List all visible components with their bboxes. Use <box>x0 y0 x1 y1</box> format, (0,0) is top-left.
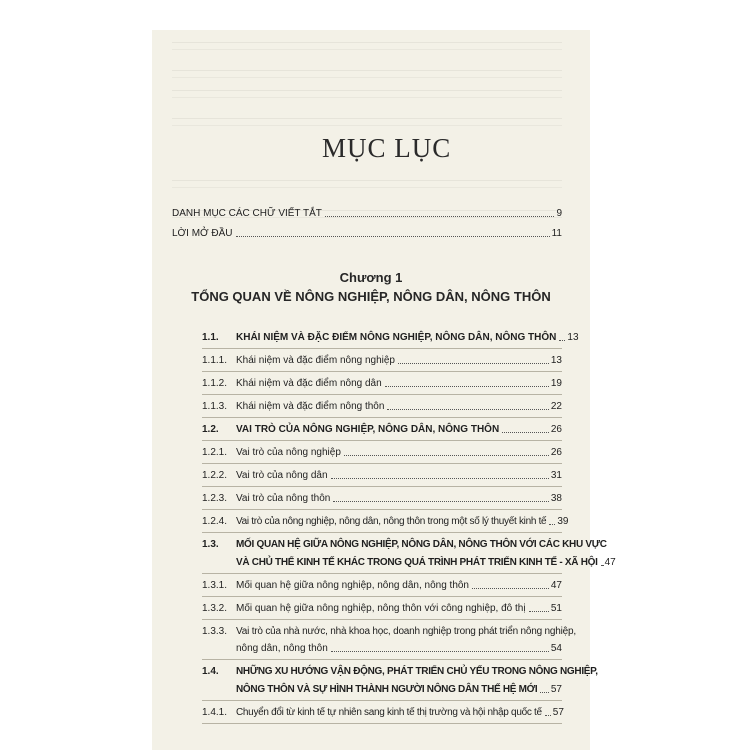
toc-section[interactable] <box>202 326 579 344</box>
toc-entry-page: 13 <box>567 332 579 343</box>
toc-section-number: 1.3. <box>202 539 219 550</box>
toc-subsection[interactable] <box>202 597 562 615</box>
page-title: MỤC LỤC <box>322 133 452 163</box>
toc-section-number: 1.2. <box>202 424 219 435</box>
toc-subsection-number: 1.3.2. <box>202 603 228 614</box>
toc-subsection-label: Khái niệm và đặc điểm nông thôn <box>236 401 385 412</box>
toc-entry-page: 39 <box>557 516 569 527</box>
toc-entry-page: 26 <box>550 424 562 435</box>
toc-subsection[interactable] <box>202 510 569 528</box>
toc-entry-page: 57 <box>552 707 564 718</box>
leader-dots <box>331 651 549 652</box>
toc-entry-label: DANH MỤC CÁC CHỮ VIẾT TẮT <box>172 208 322 219</box>
toc-entry-page: 13 <box>550 355 562 366</box>
toc-entry-page: 31 <box>550 470 562 481</box>
show-through-text <box>172 90 562 98</box>
toc-subsection[interactable] <box>202 701 562 719</box>
toc-entry-page: 11 <box>551 228 562 239</box>
toc-entry-label: LỜI MỞ ĐẦU <box>172 228 233 239</box>
chapter-number: Chương 1 <box>339 270 403 285</box>
toc-subsection-label: Vai trò của nông nghiệp, nông dân, nông thôn trong một số lý thuyết kinh tế <box>236 516 547 527</box>
toc-subsection-label: Vai trò của nông nghiệp <box>236 447 341 458</box>
toc-subsection-number: 1.2.3. <box>202 493 228 504</box>
toc-subsection-number: 1.2.2. <box>202 470 228 481</box>
toc-subsection-label: Mối quan hệ giữa nông nghiệp, nông thôn với công nghiệp, đô thị <box>236 603 526 614</box>
toc-subsection-number: 1.1.1. <box>202 355 228 366</box>
show-through-text <box>172 70 562 78</box>
toc-subsection-number: 1.2.1. <box>202 447 228 458</box>
toc-subsection-number: 1.3.3. <box>202 626 228 637</box>
leader-dots <box>601 565 603 566</box>
toc-entry-page: 26 <box>550 447 562 458</box>
toc-subsection[interactable] <box>202 464 562 482</box>
toc-subsection-label: Vai trò của nông dân <box>236 470 328 481</box>
toc-subsection-number: 1.3.1. <box>202 580 228 591</box>
toc-subsection-label: Vai trò của nhà nước, nhà khoa học, doanh nghiệp trong phát triển nông nghiệp, <box>236 626 576 637</box>
toc-section-continued[interactable] <box>202 678 562 696</box>
toc-subsection-label: Vai trò của nông thôn <box>236 493 331 504</box>
toc-entry[interactable] <box>172 202 562 220</box>
toc-subsection[interactable] <box>202 395 562 413</box>
toc-section-label-line2: VÀ CHỦ THỂ KINH TẾ KHÁC TRONG QUÁ TRÌNH PHÁT TRIỂN KINH TẾ - XÃ HỘI <box>236 557 598 568</box>
toc-entry-page: 47 <box>550 580 562 591</box>
toc-subsection-number: 1.1.2. <box>202 378 228 389</box>
leader-dots <box>236 236 550 237</box>
leader-dots <box>398 363 549 364</box>
toc-entry-page: 54 <box>550 643 562 654</box>
toc-entry[interactable] <box>172 222 562 240</box>
leader-dots <box>540 692 548 693</box>
leader-dots <box>325 216 555 217</box>
toc-entry-page: 47 <box>604 557 616 568</box>
toc-subsection[interactable] <box>202 372 562 390</box>
toc-section-number: 1.1. <box>202 332 219 343</box>
toc-section[interactable] <box>202 418 562 436</box>
leader-dots <box>502 432 549 433</box>
leader-dots <box>331 478 549 479</box>
toc-subsection[interactable] <box>202 349 562 367</box>
book-page <box>152 30 616 750</box>
toc-section[interactable] <box>202 533 607 551</box>
leader-dots <box>385 386 549 387</box>
toc-subsection[interactable] <box>202 487 562 505</box>
toc-section-label: NHỮNG XU HƯỚNG VẬN ĐỘNG, PHÁT TRIỂN CHỦ YẾU TRONG NÔNG NGHIỆP, <box>236 666 598 677</box>
toc-subsection-label: Khái niệm và đặc điểm nông nghiệp <box>236 355 395 366</box>
leader-dots <box>387 409 548 410</box>
leader-dots <box>344 455 549 456</box>
toc-entry-page: 51 <box>550 603 562 614</box>
toc-subsection-label: Mối quan hệ giữa nông nghiệp, nông dân, nông thôn <box>236 580 469 591</box>
toc-entry-page: 22 <box>550 401 562 412</box>
leader-dots <box>472 588 549 589</box>
toc-section-number: 1.4. <box>202 666 219 677</box>
leader-dots <box>559 340 565 341</box>
toc-subsection-continued[interactable] <box>202 637 562 655</box>
show-through-text <box>172 118 562 126</box>
toc-section-label: MỐI QUAN HỆ GIỮA NÔNG NGHIỆP, NÔNG DÂN, NÔNG THÔN VỚI CÁC KHU VỰC <box>236 539 607 550</box>
toc-subsection-number: 1.1.3. <box>202 401 228 412</box>
toc-subsection-label: Chuyển đổi từ kinh tế tự nhiên sang kinh tế thị trường và hội nhập quốc tế <box>236 707 542 718</box>
toc-subsection[interactable] <box>202 574 562 592</box>
show-through-text <box>172 180 562 188</box>
leader-dots <box>549 524 555 525</box>
toc-entry-page: 38 <box>550 493 562 504</box>
divider <box>202 723 562 724</box>
leader-dots <box>545 715 551 716</box>
toc-section-label: KHÁI NIỆM VÀ ĐẶC ĐIỂM NÔNG NGHIỆP, NÔNG DÂN, NÔNG THÔN <box>236 332 557 343</box>
toc-section-continued[interactable] <box>202 551 616 569</box>
toc-section-label-line2: NÔNG THÔN VÀ SỰ HÌNH THÀNH NGƯỜI NÔNG DÂN THẾ HỆ MỚI <box>236 684 538 695</box>
chapter-title: TỔNG QUAN VỀ NÔNG NGHIỆP, NÔNG DÂN, NÔNG THÔN <box>191 289 551 304</box>
toc-subsection[interactable] <box>202 620 576 638</box>
toc-subsection-label-line2: nông dân, nông thôn <box>236 643 328 654</box>
toc-entry-page: 57 <box>550 684 562 695</box>
leader-dots <box>529 611 549 612</box>
toc-entry-page: 9 <box>556 208 562 219</box>
toc-entry-page: 19 <box>550 378 562 389</box>
toc-subsection-number: 1.4.1. <box>202 707 228 718</box>
leader-dots <box>333 501 549 502</box>
toc-section-label: VAI TRÒ CỦA NÔNG NGHIỆP, NÔNG DÂN, NÔNG THÔN <box>236 424 500 435</box>
toc-section[interactable] <box>202 660 598 678</box>
show-through-text <box>172 42 562 50</box>
toc-subsection-label: Khái niệm và đặc điểm nông dân <box>236 378 382 389</box>
toc-subsection[interactable] <box>202 441 562 459</box>
toc-subsection-number: 1.2.4. <box>202 516 228 527</box>
